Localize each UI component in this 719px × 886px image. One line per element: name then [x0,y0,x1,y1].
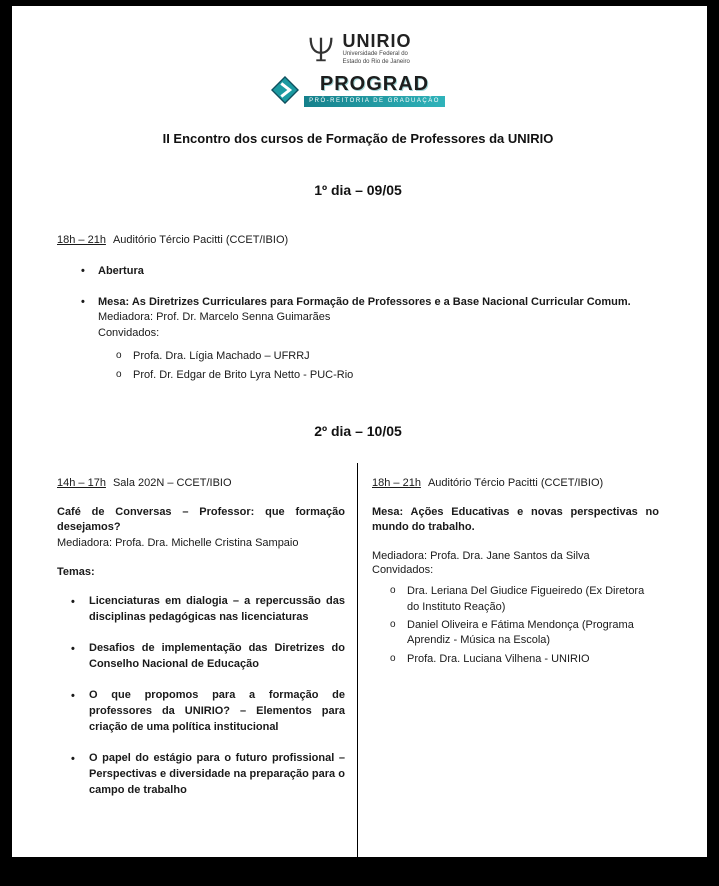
unirio-subtitle [343,51,412,67]
prograd-diamond-icon [271,76,299,104]
day1-mesa-mediator: Mediadora: Prof. Dr. Marcelo Senna Guimarães [98,311,331,324]
topic-item: • O papel do estágio para o futuro profissional – Perspectivas e diversidade na preparação para o campo de trabalho [71,751,345,799]
day2-right-guests-label: Convidados: [372,564,434,577]
unirio-wordmark-block [343,32,412,67]
day2-topics-label: Temas: [57,566,95,579]
prograd-subtitle: PRÓ-REITORIA DE GRADUAÇÃO [304,96,445,107]
unirio-logo [305,32,412,67]
day1-mesa-item [81,295,659,383]
day2-left-session-line [57,477,345,489]
day2-left-mediator: Mediadora: Profa. Dra. Michelle Cristina Sampaio [57,536,299,549]
header-logos [57,32,659,107]
guest-item: o Daniel Oliveira e Fátima Mendonça (Programa Aprendiz - Música na Escola) [390,618,659,649]
unirio-subtitle-line2: Estado do Rio de Janeiro [342,58,410,65]
day2-heading: 2º dia – 10/05 [314,422,402,439]
day2-right-session-line [372,477,659,489]
topic-item: • O que propomos para a formação de professores da UNIRIO? – Elementos para criação de uma política institucional [71,688,345,736]
day2-columns [57,463,659,857]
day2-left-session-time: 14h – 17h [57,476,106,489]
day1-agenda-list [81,264,659,383]
guest-item: o Profa. Dra. Lígia Machado – UFRRJ [116,349,659,364]
day1-mesa-title: • Mesa: As Diretrizes Curriculares para Formação de Professores e a Base Nacional Curricular Comum. [98,295,631,308]
day2-right-session-title: Mesa: Ações Educativas e novas perspectivas no mundo do trabalho. [372,505,659,534]
topic-item: • Licenciaturas em dialogia – a repercussão das disciplinas pedagógicas nas licenciaturas [71,594,345,626]
prograd-logo [271,74,445,107]
topic-item: • Desafios de implementação das Diretrizes do Conselho Nacional de Educação [71,641,345,673]
day1-heading: 1º dia – 09/05 [314,181,402,198]
day2-topics-list [71,594,345,798]
prograd-wordmark: PROGRAD [319,72,430,95]
document-page [12,6,707,857]
guest-item: o Prof. Dr. Edgar de Brito Lyra Netto - PUC-Rio [116,368,659,383]
unirio-wordmark: UNIRIO [342,31,412,51]
guest-item: o Dra. Leriana Del Giudice Figueiredo (Ex Diretora do Instituto Reação) [390,584,659,615]
day1-guest-list [116,349,659,383]
day1-session-line [57,234,659,246]
day2-right-column [358,463,659,857]
guest-item: o Profa. Dra. Luciana Vilhena - UNIRIO [390,652,659,667]
unirio-mark-icon [305,34,337,64]
day2-right-session-location: Auditório Tércio Pacitti (CCET/IBIO) [427,476,604,489]
day2-right-mediator: Mediadora: Profa. Dra. Jane Santos da Silva [372,549,590,562]
day2-left-session-title: Café de Conversas – Professor: que formação desejamos? [57,505,345,534]
day2-right-session-time: 18h – 21h [372,476,421,489]
document-title: II Encontro dos cursos de Formação de Professores da UNIRIO [162,130,554,146]
unirio-subtitle-line1: Universidade Federal do [342,51,408,57]
day2-left-session-location: Sala 202N – CCET/IBIO [112,476,232,489]
day1-opening-item: • Abertura [81,264,659,279]
day1-guests-label: Convidados: [98,326,160,339]
day2-left-column [57,463,358,857]
day2-guest-list [390,584,659,667]
prograd-wordmark-block [304,74,445,107]
day1-session-time: 18h – 21h [57,233,106,246]
day1-session-location: Auditório Tércio Pacitti (CCET/IBIO) [112,233,289,246]
